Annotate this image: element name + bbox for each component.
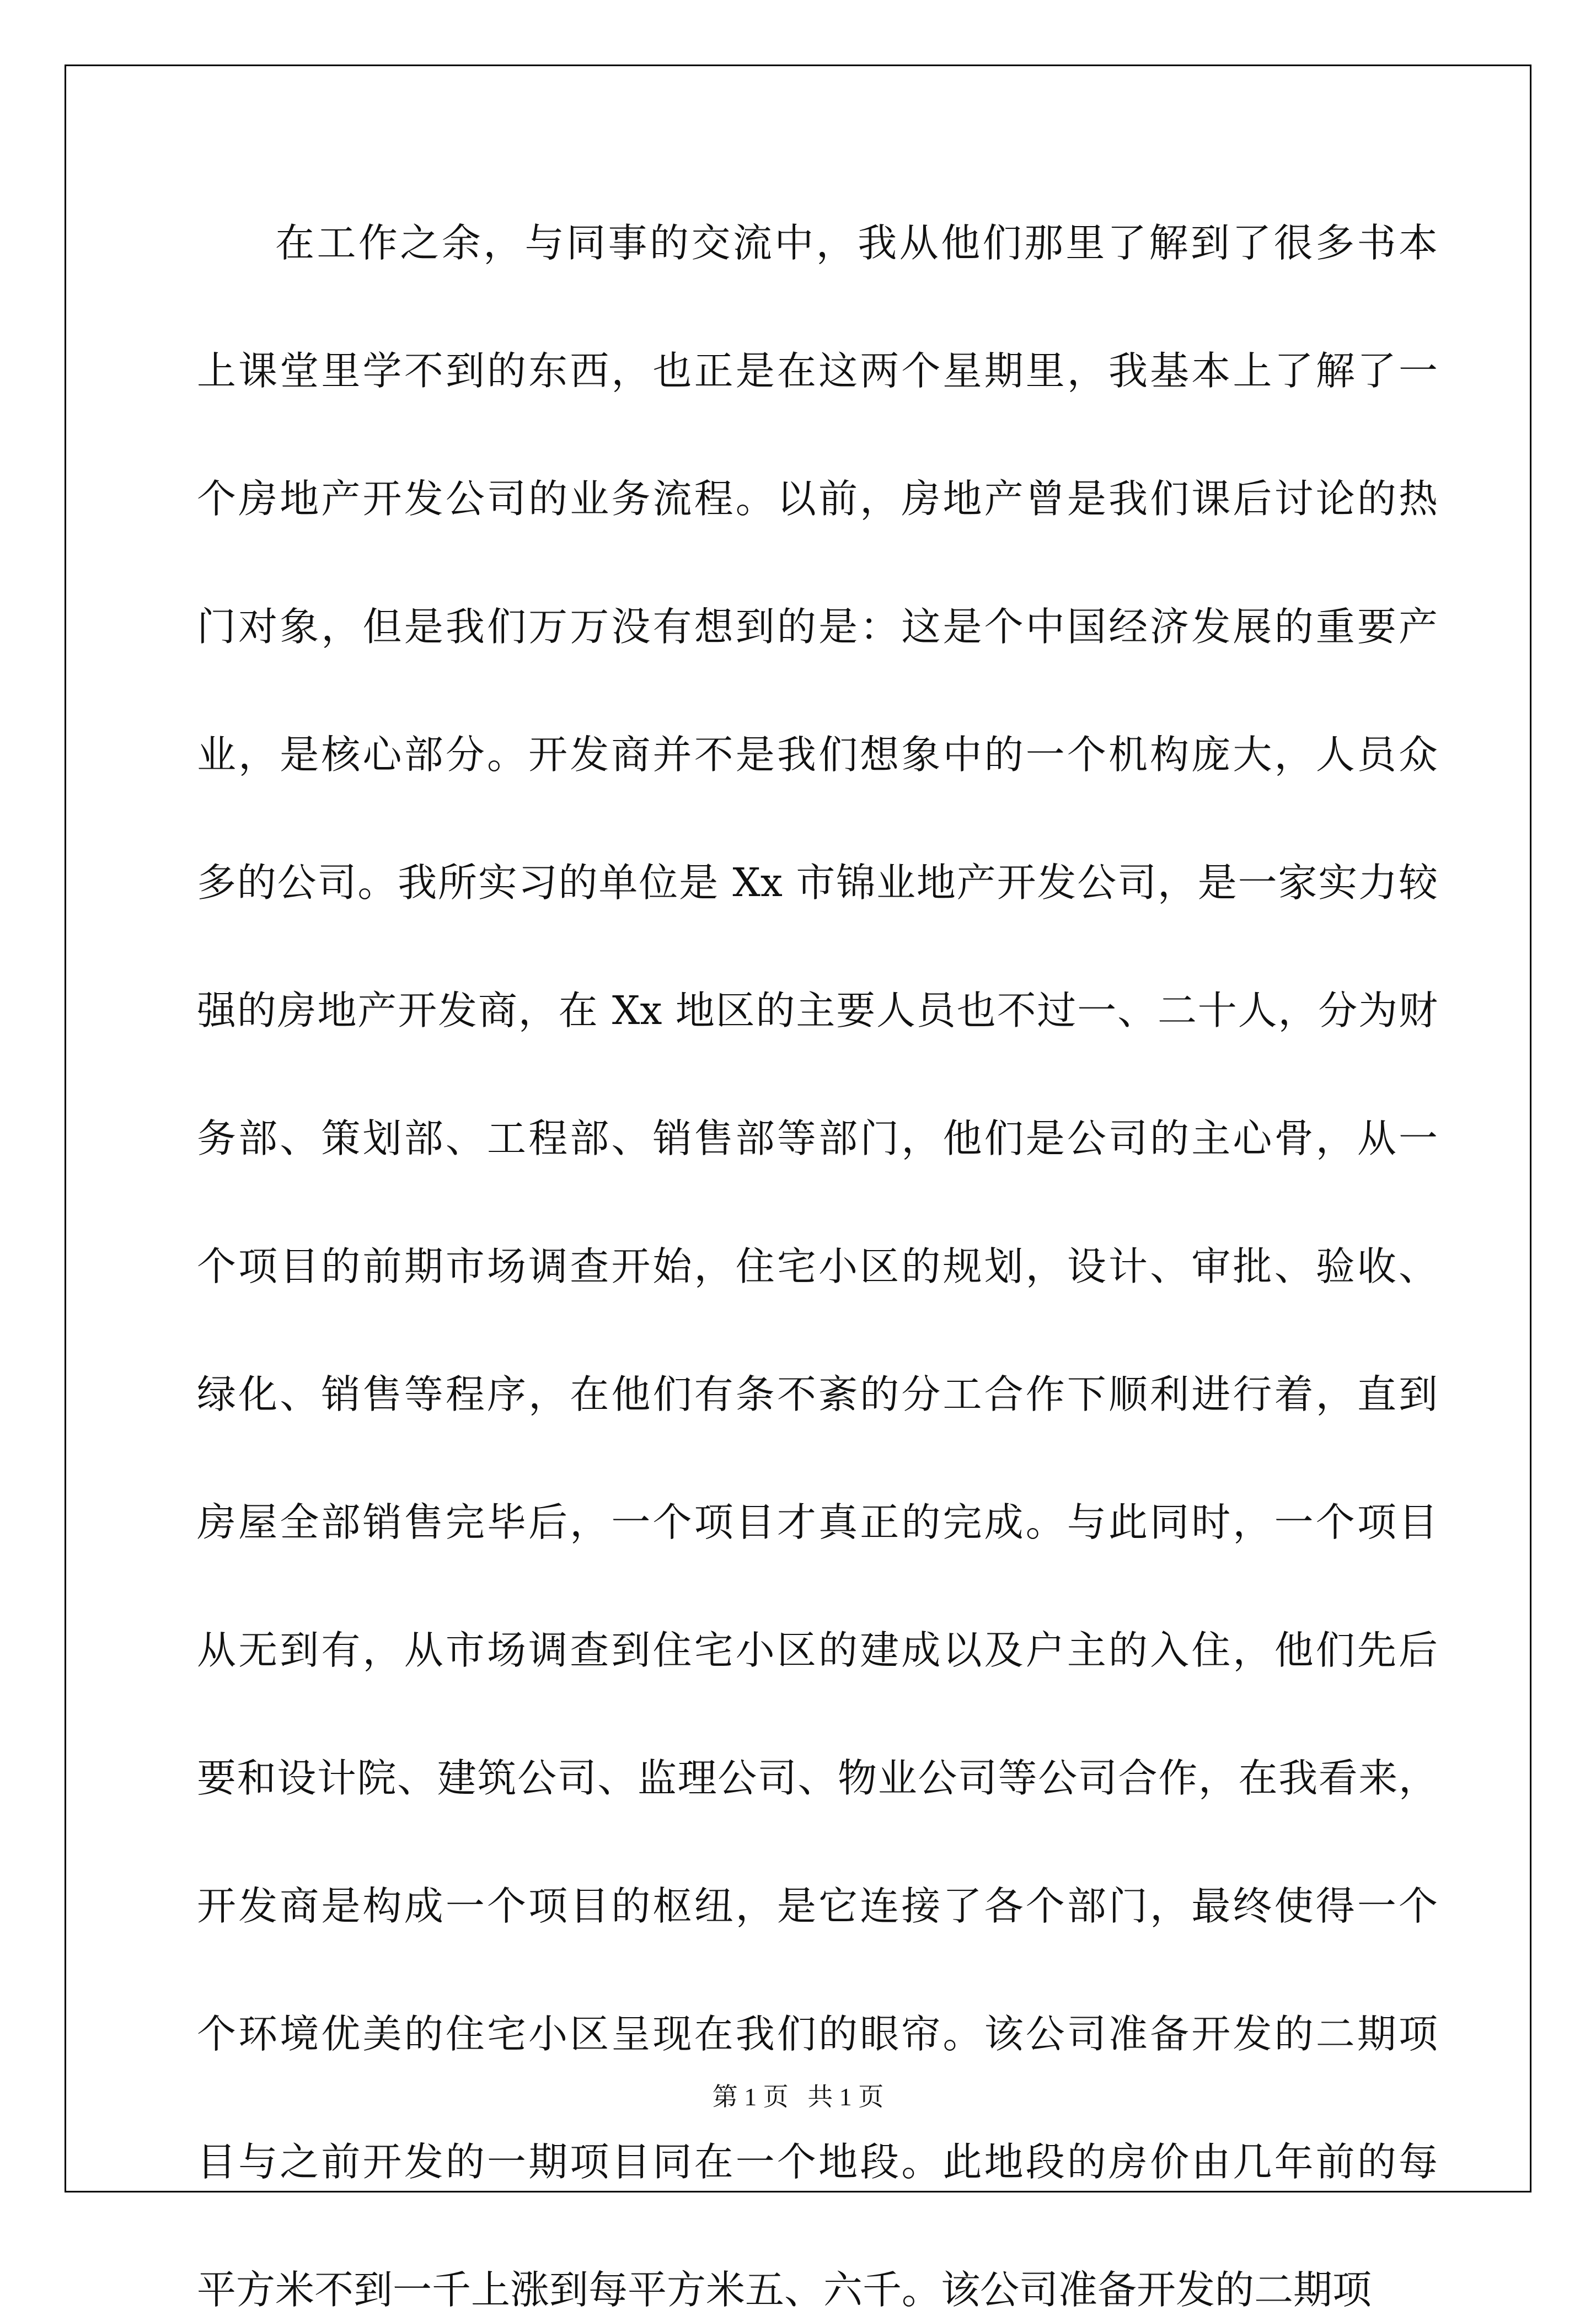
text-line-10: 绿化、销售等程序，在他们有条不紊的分工合作下顺利进行着，直到	[197, 1371, 1438, 1417]
text-line-4: 门对象，但是我们万万没有想到的是：这是个中国经济发展的重要产	[197, 604, 1438, 650]
text-line-11: 房屋全部销售完毕后，一个项目才真正的完成。与此同时，一个项目	[197, 1499, 1438, 1545]
text-line-7: 强的房地产开发商，在 Xx 地区的主要人员也不过一、二十人，分为财	[197, 988, 1438, 1033]
page-footer	[0, 2077, 1596, 2113]
text-line-13: 要和设计院、建筑公司、监理公司、物业公司等公司合作，在我看来，	[197, 1755, 1438, 1801]
text-line-1: 在工作之余，与同事的交流中，我从他们那里了解到了很多书本	[275, 220, 1438, 266]
text-line-5: 业，是核心部分。开发商并不是我们想象中的一个机构庞大，人员众	[197, 732, 1438, 778]
text-line-17: 平方米不到一千上涨到每平方米五、六千。该公司准备开发的二期项	[197, 2267, 1372, 2313]
text-line-16: 目与之前开发的一期项目同在一个地段。此地段的房价由几年前的每	[197, 2139, 1438, 2185]
text-line-12: 从无到有，从市场调查到住宅小区的建成以及户主的入住，他们先后	[197, 1627, 1438, 1673]
page-number: 第 1 页	[712, 2083, 789, 2111]
text-line-14: 开发商是构成一个项目的枢纽，是它连接了各个部门，最终使得一个	[197, 1883, 1438, 1929]
text-line-3: 个房地产开发公司的业务流程。以前，房地产曾是我们课后讨论的热	[197, 476, 1438, 522]
text-line-8: 务部、策划部、工程部、销售部等部门，他们是公司的主心骨，从一	[197, 1116, 1438, 1161]
text-line-2: 上课堂里学不到的东西，也正是在这两个星期里，我基本上了解了一	[197, 348, 1438, 394]
page-total: 共 1 页	[807, 2083, 884, 2111]
text-line-9: 个项目的前期市场调查开始，住宅小区的规划，设计、审批、验收、	[197, 1243, 1438, 1289]
text-line-15: 个环境优美的住宅小区呈现在我们的眼帘。该公司准备开发的二期项	[197, 2011, 1438, 2057]
text-line-6: 多的公司。我所实习的单位是 Xx 市锦业地产开发公司，是一家实力较	[197, 860, 1438, 905]
